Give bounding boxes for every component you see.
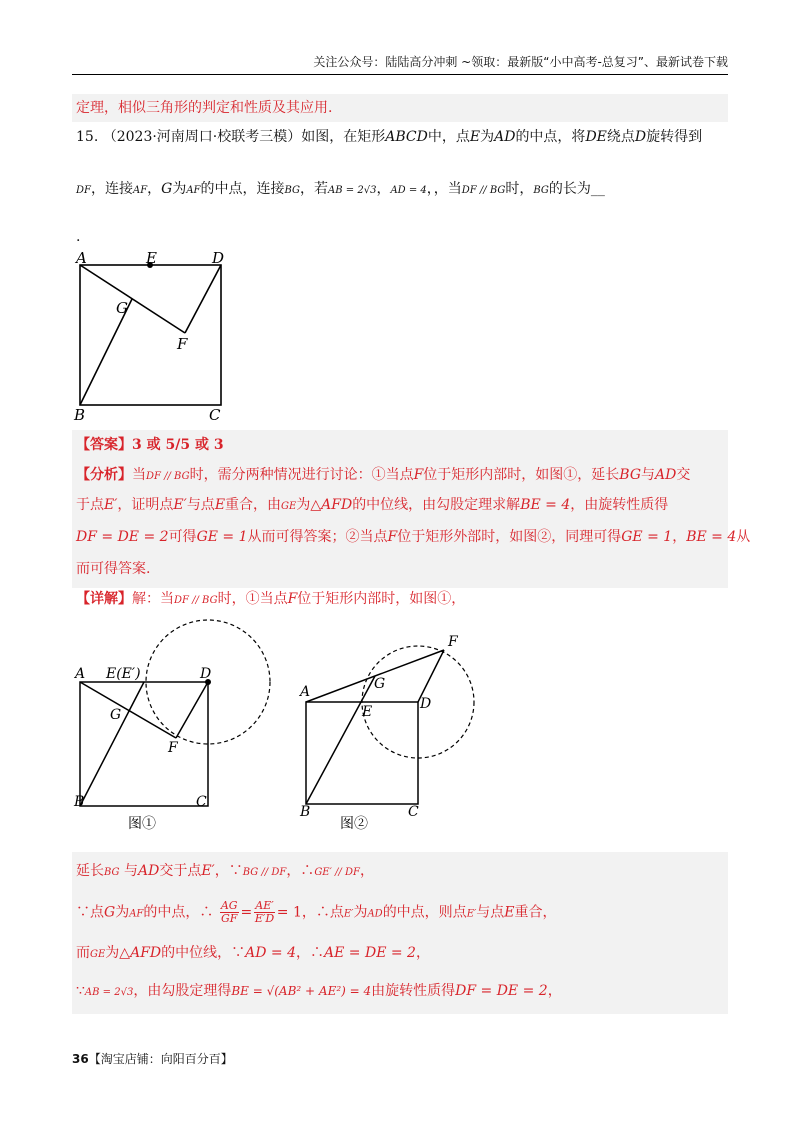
label-a: A — [300, 684, 311, 700]
label-f: F — [168, 740, 178, 756]
step-line-1: 延长BG 与AD交于点E′，∵BG // DF，∴GE′ // DF， — [76, 863, 374, 879]
label-a: A — [76, 250, 87, 267]
step-line-3: 而GE为△AFD的中位线，∵AD = 4，∴AE = DE = 2， — [76, 945, 430, 961]
label-c: C — [209, 406, 221, 424]
label-c: C — [408, 804, 419, 820]
question-line-2: DF，连接AF，G为AF的中点，连接BG，若AB = 2√3，AD = 4，，当DF // BG时，BG的长为__ — [76, 181, 605, 197]
label-e: E(E′) — [106, 666, 141, 682]
question-line-3: . — [76, 229, 81, 245]
analysis-line-1: 【分析】当DF // BG时，需分两种情况进行讨论：①当点F位于矩形内部时，如图①，延长BG与AD交 — [76, 467, 691, 483]
page-header — [72, 54, 728, 75]
label-b: B — [74, 794, 85, 810]
intro-tail: 定理，相似三角形的判定和性质及其应用. — [76, 100, 333, 116]
figure-main — [72, 250, 242, 425]
detail-line: 【详解】解：当DF // BG时，①当点F位于矩形内部时，如图①， — [76, 591, 466, 607]
label-g: G — [374, 676, 386, 692]
label-b: B — [300, 804, 311, 820]
page-footer — [72, 1050, 233, 1067]
shop-info: 【淘宝店铺：向阳百分百】 — [88, 1052, 233, 1066]
rectangle-abcd — [80, 265, 221, 405]
question-line-1: 15. （2023·河南周口·校联考三模）如图，在矩形ABCD中，点E为AD的中点，将DE绕点D旋转得到 — [76, 129, 703, 145]
figure-2-background — [298, 634, 478, 832]
analysis-line-3: DF = DE = 2可得GE = 1从而可得答案；②当点F位于矩形外部时，如图②，同理可得GE = 1，BE = 4从 — [76, 529, 751, 545]
analysis-line-2: 于点E′，证明点E′与点E重合，由GE为△AFD的中位线，由勾股定理求解BE = 4，由旋转性质得 — [76, 497, 669, 513]
analysis-line-4: 而可得答案. — [76, 561, 151, 577]
label-f: F — [177, 335, 188, 353]
label-b: B — [74, 406, 86, 424]
step-line-4: ∵AB = 2√3，由勾股定理得BE = √(AB² + AE²) = 4由旋转性质得DF = DE = 2， — [76, 983, 562, 999]
caption: 图② — [340, 816, 368, 832]
segment-df — [185, 265, 221, 333]
figure-1 — [72, 616, 274, 832]
label-g: G — [116, 299, 128, 317]
fraction-ag-gf: $\frac{AG}{GF}$ — [220, 899, 238, 925]
figure-2 — [298, 634, 478, 832]
label-c: C — [196, 794, 207, 810]
label-a: A — [75, 666, 86, 682]
label-d: D — [200, 666, 212, 682]
fraction-ae-ed: $\frac{AE'}{E'D}$ — [254, 899, 275, 925]
label-e: E — [146, 250, 157, 267]
header-text: 关注公众号：陆陆高分冲刺 ~领取：最新版“小中高考-总复习”、最新试卷下载 — [313, 55, 728, 69]
label-e: E — [362, 704, 373, 720]
step-line-2: ∵点G为AF的中点，∴ $\frac{AG}{GF}$ = $\frac{AE'}{E'D}$ = 1，∴点E′为AD的中点，则点E′与点E重合， — [76, 899, 557, 925]
label-f: F — [448, 634, 458, 650]
label-d: D — [212, 250, 225, 267]
page-number: 36 — [72, 1052, 89, 1066]
segment-af — [80, 265, 185, 333]
figure-1-background — [72, 616, 274, 832]
caption: 图① — [128, 816, 156, 832]
label-d: D — [420, 696, 432, 712]
label-g: G — [110, 707, 122, 723]
answer-line: 【答案】3 或 5/5 或 3 — [76, 437, 224, 453]
